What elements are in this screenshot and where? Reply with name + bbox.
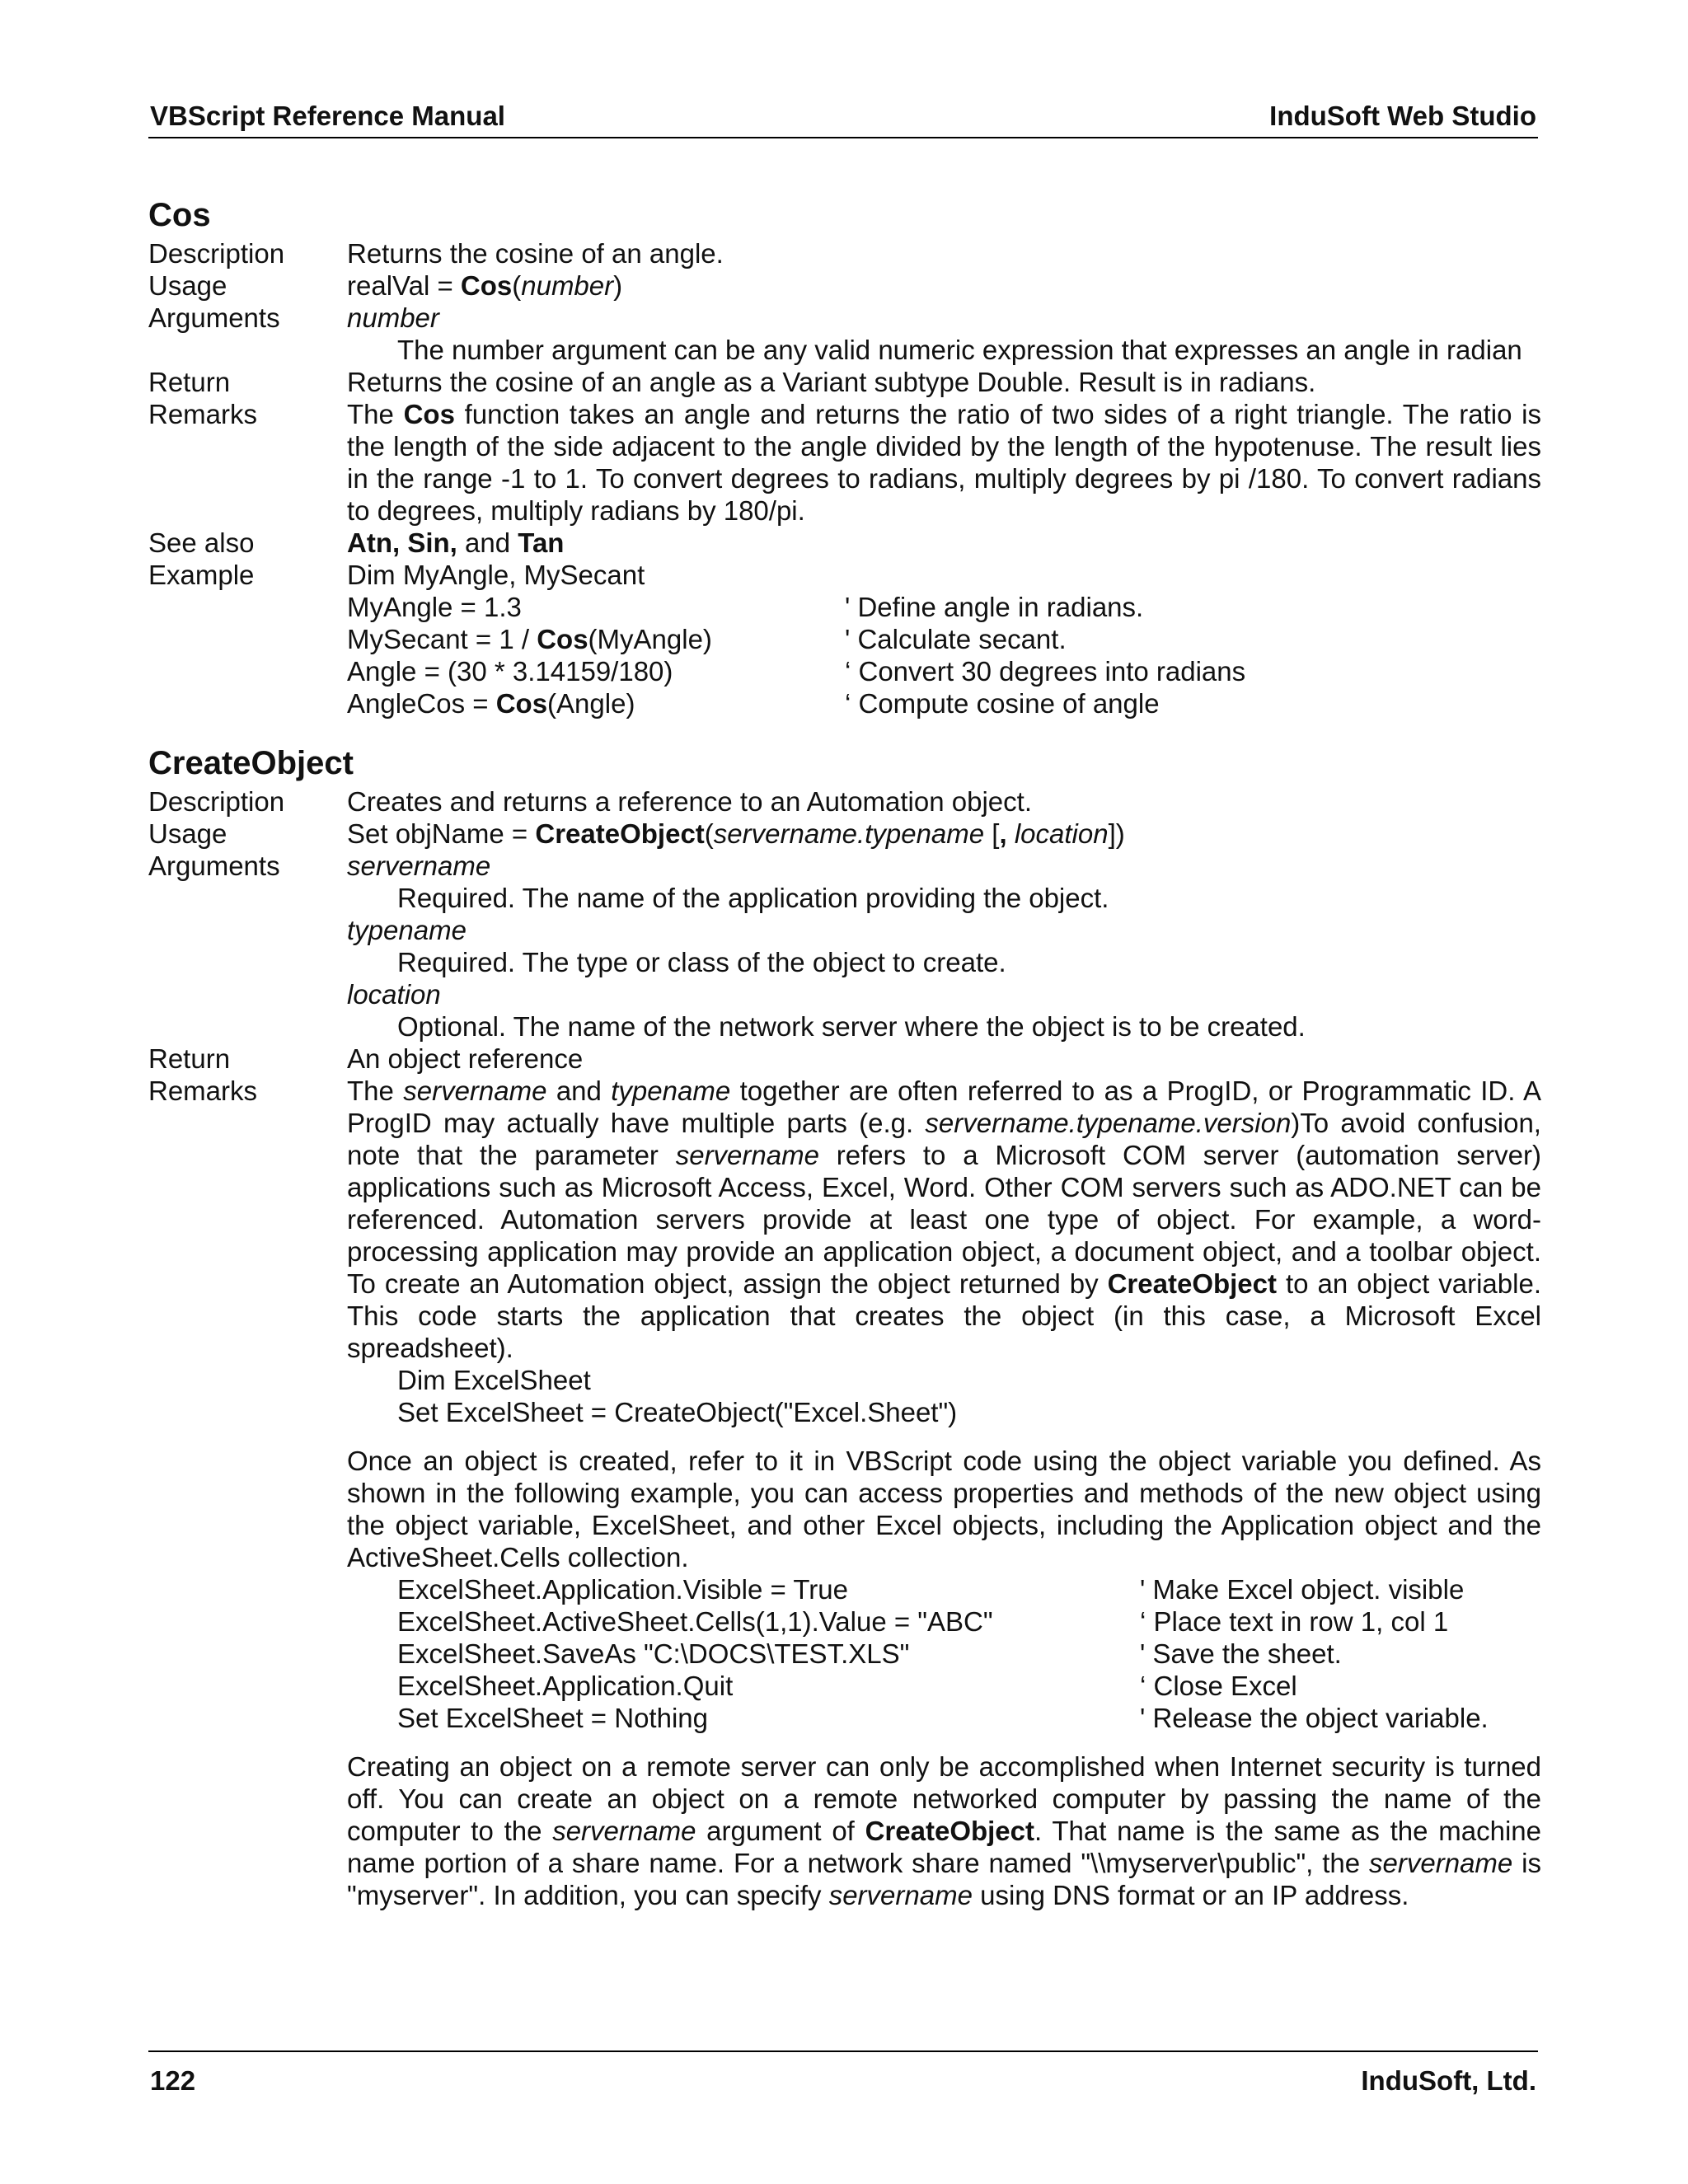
code-line: Set ExcelSheet = CreateObject("Excel.Sheet") — [397, 1397, 958, 1427]
code-line — [347, 687, 1541, 719]
function-name: CreateObject — [865, 1816, 1035, 1846]
syntax-text: ( — [704, 818, 714, 849]
function-name: CreateObject — [535, 818, 705, 849]
company-name: InduSoft, Ltd. — [1361, 2065, 1536, 2096]
argument-name: servername — [552, 1816, 696, 1846]
field-label: Return — [148, 367, 231, 397]
usage-syntax — [347, 818, 1541, 850]
field-label: Arguments — [148, 302, 280, 333]
function-name: Cos — [460, 270, 513, 301]
remarks-fragment: is "myserver". In addition, you can specify — [347, 1848, 1541, 1910]
arguments-row — [148, 302, 1541, 366]
code-line — [347, 591, 1541, 623]
entry-title: CreateObject — [148, 745, 354, 781]
code-line — [397, 1702, 1541, 1734]
argument-name: number — [347, 302, 439, 333]
return-text: An object reference — [347, 1043, 584, 1074]
code-text: MyAngle = 1.3 — [347, 592, 522, 622]
code-fragment: AngleCos = — [347, 688, 496, 719]
remarks-fragment: . That name is the same as the machine name portion of a share name. For a network share named "\\myserver\public", the — [347, 1816, 1541, 1878]
example-row — [148, 559, 1541, 719]
code-line — [397, 1605, 1541, 1638]
remarks-fragment: The — [347, 1076, 404, 1106]
syntax-text: ( — [512, 270, 522, 301]
description-text: Returns the cosine of an angle. — [347, 238, 724, 269]
field-label: See also — [148, 527, 255, 558]
code-fragment: MySecant = 1 / — [347, 624, 537, 654]
description-text: Creates and returns a reference to an Automation object. — [347, 786, 1032, 817]
remarks-paragraph — [347, 1075, 1541, 1364]
argument-name: typename — [611, 1076, 731, 1106]
argument-name: servername — [347, 851, 491, 881]
remarks-text — [347, 398, 1541, 527]
entry-title: Cos — [148, 197, 211, 233]
argument-name: typename — [347, 915, 467, 945]
see-also-links — [347, 527, 1541, 559]
usage-row — [148, 269, 1541, 302]
remarks-paragraph: Once an object is created, refer to it in VBScript code using the object variable you defined. As shown in the following example, you can access properties and methods of the new object using the object variable, ExcelSheet, and other Excel objects, including the Application object and the ActiveSheet.Cells collection. — [347, 1446, 1541, 1572]
example-code — [347, 559, 1541, 719]
code-comment: ' Define angle in radians. — [845, 592, 1144, 622]
code-line — [397, 1638, 1541, 1670]
code-text: ExcelSheet.Application.Quit — [397, 1671, 734, 1701]
usage-row — [148, 818, 1541, 850]
arguments-row — [148, 850, 1541, 1043]
syntax-text: realVal = — [347, 270, 461, 301]
entry-createobject — [148, 743, 1541, 1911]
syntax-text: ]) — [1108, 818, 1125, 849]
code-text: Set ExcelSheet = Nothing — [397, 1703, 708, 1733]
code-text: ExcelSheet.SaveAs "C:\DOCS\TEST.XLS" — [397, 1638, 910, 1669]
arguments-list — [347, 302, 1541, 366]
code-comment: ‘ Place text in row 1, col 1 — [1140, 1606, 1449, 1637]
return-row — [148, 366, 1541, 398]
code-fragment: (Angle) — [547, 688, 635, 719]
code-block — [347, 1573, 1541, 1734]
field-label: Example — [148, 560, 255, 590]
see-also-functions: Atn, Sin, — [347, 527, 457, 558]
remarks-fragment: The — [347, 399, 404, 429]
code-text: ExcelSheet.ActiveSheet.Cells(1,1).Value = "ABC" — [397, 1606, 993, 1637]
description-row — [148, 237, 1541, 269]
syntax-comma: , — [999, 818, 1007, 849]
entry-cos — [148, 194, 1541, 719]
field-label: Arguments — [148, 851, 280, 881]
see-also-text: and — [457, 527, 518, 558]
argument-name: servername — [828, 1880, 973, 1910]
code-fragment: (MyAngle) — [588, 624, 712, 654]
code-comment: ‘ Compute cosine of angle — [845, 688, 1160, 719]
field-label: Usage — [148, 270, 227, 301]
manual-title: VBScript Reference Manual — [150, 101, 505, 131]
function-name: CreateObject — [1107, 1268, 1278, 1299]
argument-name: servername — [1369, 1848, 1513, 1878]
code-line — [397, 1573, 1541, 1605]
argument-name: servername.typename.version — [925, 1108, 1292, 1138]
page-number: 122 — [150, 2065, 196, 2096]
see-also-function: Tan — [518, 527, 565, 558]
syntax-text: Set objName = — [347, 818, 536, 849]
function-name: Cos — [403, 399, 455, 429]
argument-name: servername — [403, 1076, 547, 1106]
page-content — [148, 194, 1541, 1911]
code-comment: ' Save the sheet. — [1140, 1638, 1342, 1669]
code-text — [347, 687, 845, 719]
remarks-fragment: Creating an object on a remote server can only be accomplished when Internet security is turned off. You can create an object on a remote networked computer by passing the name of the computer to the — [347, 1751, 1541, 1846]
argument-name: location — [347, 979, 441, 1010]
field-label: Usage — [148, 818, 227, 849]
remarks-fragment: together are often referred to as a ProgID, or Programmatic ID. A ProgID may actually have multiple parts (e.g. — [347, 1076, 1541, 1138]
code-comment: ' Release the object variable. — [1140, 1703, 1489, 1733]
argument-description: The number argument can be any valid numeric expression that expresses an angle in radian — [397, 335, 1522, 365]
remarks-fragment: and — [546, 1076, 612, 1106]
argument-description: Optional. The name of the network server where the object is to be created. — [397, 1011, 1306, 1042]
arguments-list — [347, 850, 1541, 1043]
function-name: Cos — [537, 624, 588, 654]
description-row — [148, 785, 1541, 818]
code-text: Angle = (30 * 3.14159/180) — [347, 656, 673, 687]
code-comment: ' Calculate secant. — [845, 624, 1067, 654]
remarks-fragment: using DNS format or an IP address. — [972, 1880, 1409, 1910]
field-label: Remarks — [148, 399, 258, 429]
field-label: Remarks — [148, 1076, 258, 1106]
field-label: Return — [148, 1043, 231, 1074]
code-line — [347, 655, 1541, 687]
return-row — [148, 1043, 1541, 1075]
code-comment: ' Make Excel object. visible — [1140, 1574, 1465, 1605]
code-line: Dim MyAngle, MySecant — [347, 560, 645, 590]
function-name: Cos — [495, 688, 548, 719]
remarks-row — [148, 398, 1541, 527]
code-line — [347, 623, 1541, 655]
remarks-fragment: function takes an angle and returns the ratio of two sides of a right triangle. The ratio is the length of the side adjacent to the angle divided by the length of the hypotenuse. The result lies in the range -1 to 1. To convert degrees to radians, multiply degrees by pi /180. To convert radians to degrees, multiply radians by 180/pi. — [347, 399, 1541, 526]
return-text: Returns the cosine of an angle as a Variant subtype Double. Result is in radians. — [347, 367, 1316, 397]
code-comment: ‘ Close Excel — [1140, 1671, 1297, 1701]
code-text — [347, 623, 845, 655]
product-name: InduSoft Web Studio — [1269, 101, 1536, 131]
page-footer — [148, 2050, 1538, 2102]
remarks-body — [347, 1075, 1541, 1911]
argument-name: servername.typename — [713, 818, 985, 849]
field-label: Description — [148, 238, 285, 269]
usage-syntax — [347, 269, 1541, 302]
argument-name: servername — [675, 1140, 819, 1170]
remarks-fragment: argument of — [696, 1816, 865, 1846]
argument-name: number — [521, 270, 614, 301]
page-header — [148, 97, 1538, 138]
remarks-row — [148, 1075, 1541, 1911]
code-text: ExcelSheet.Application.Visible = True — [397, 1574, 848, 1605]
code-line — [397, 1670, 1541, 1702]
code-block — [347, 1364, 1541, 1428]
syntax-text: [ — [984, 818, 1000, 849]
argument-description: Required. The name of the application providing the object. — [397, 883, 1109, 913]
code-line: Dim ExcelSheet — [397, 1365, 591, 1395]
syntax-text: ) — [613, 270, 623, 301]
remarks-fragment: to an object variable. This code starts the application that creates the object (in this case, a Microsoft Excel spreadsheet). — [347, 1268, 1541, 1363]
remarks-fragment: refers to a Microsoft COM server (automation server) applications such as Microsoft Access, Excel, Word. Other COM servers such as ADO.NET can be referenced. Automation servers provide at least one type of object. For example, a word-processing application may provide an application object, a document object, and a toolbar object. To create an Automation object, assign the object returned by — [347, 1140, 1541, 1299]
see-also-row — [148, 527, 1541, 559]
argument-name: location — [1014, 818, 1109, 849]
remarks-fragment: )To avoid confusion, note that the parameter — [347, 1108, 1541, 1170]
field-label: Description — [148, 786, 285, 817]
code-comment: ‘ Convert 30 degrees into radians — [845, 656, 1246, 687]
remarks-paragraph — [347, 1750, 1541, 1911]
argument-description: Required. The type or class of the object to create. — [397, 947, 1006, 977]
